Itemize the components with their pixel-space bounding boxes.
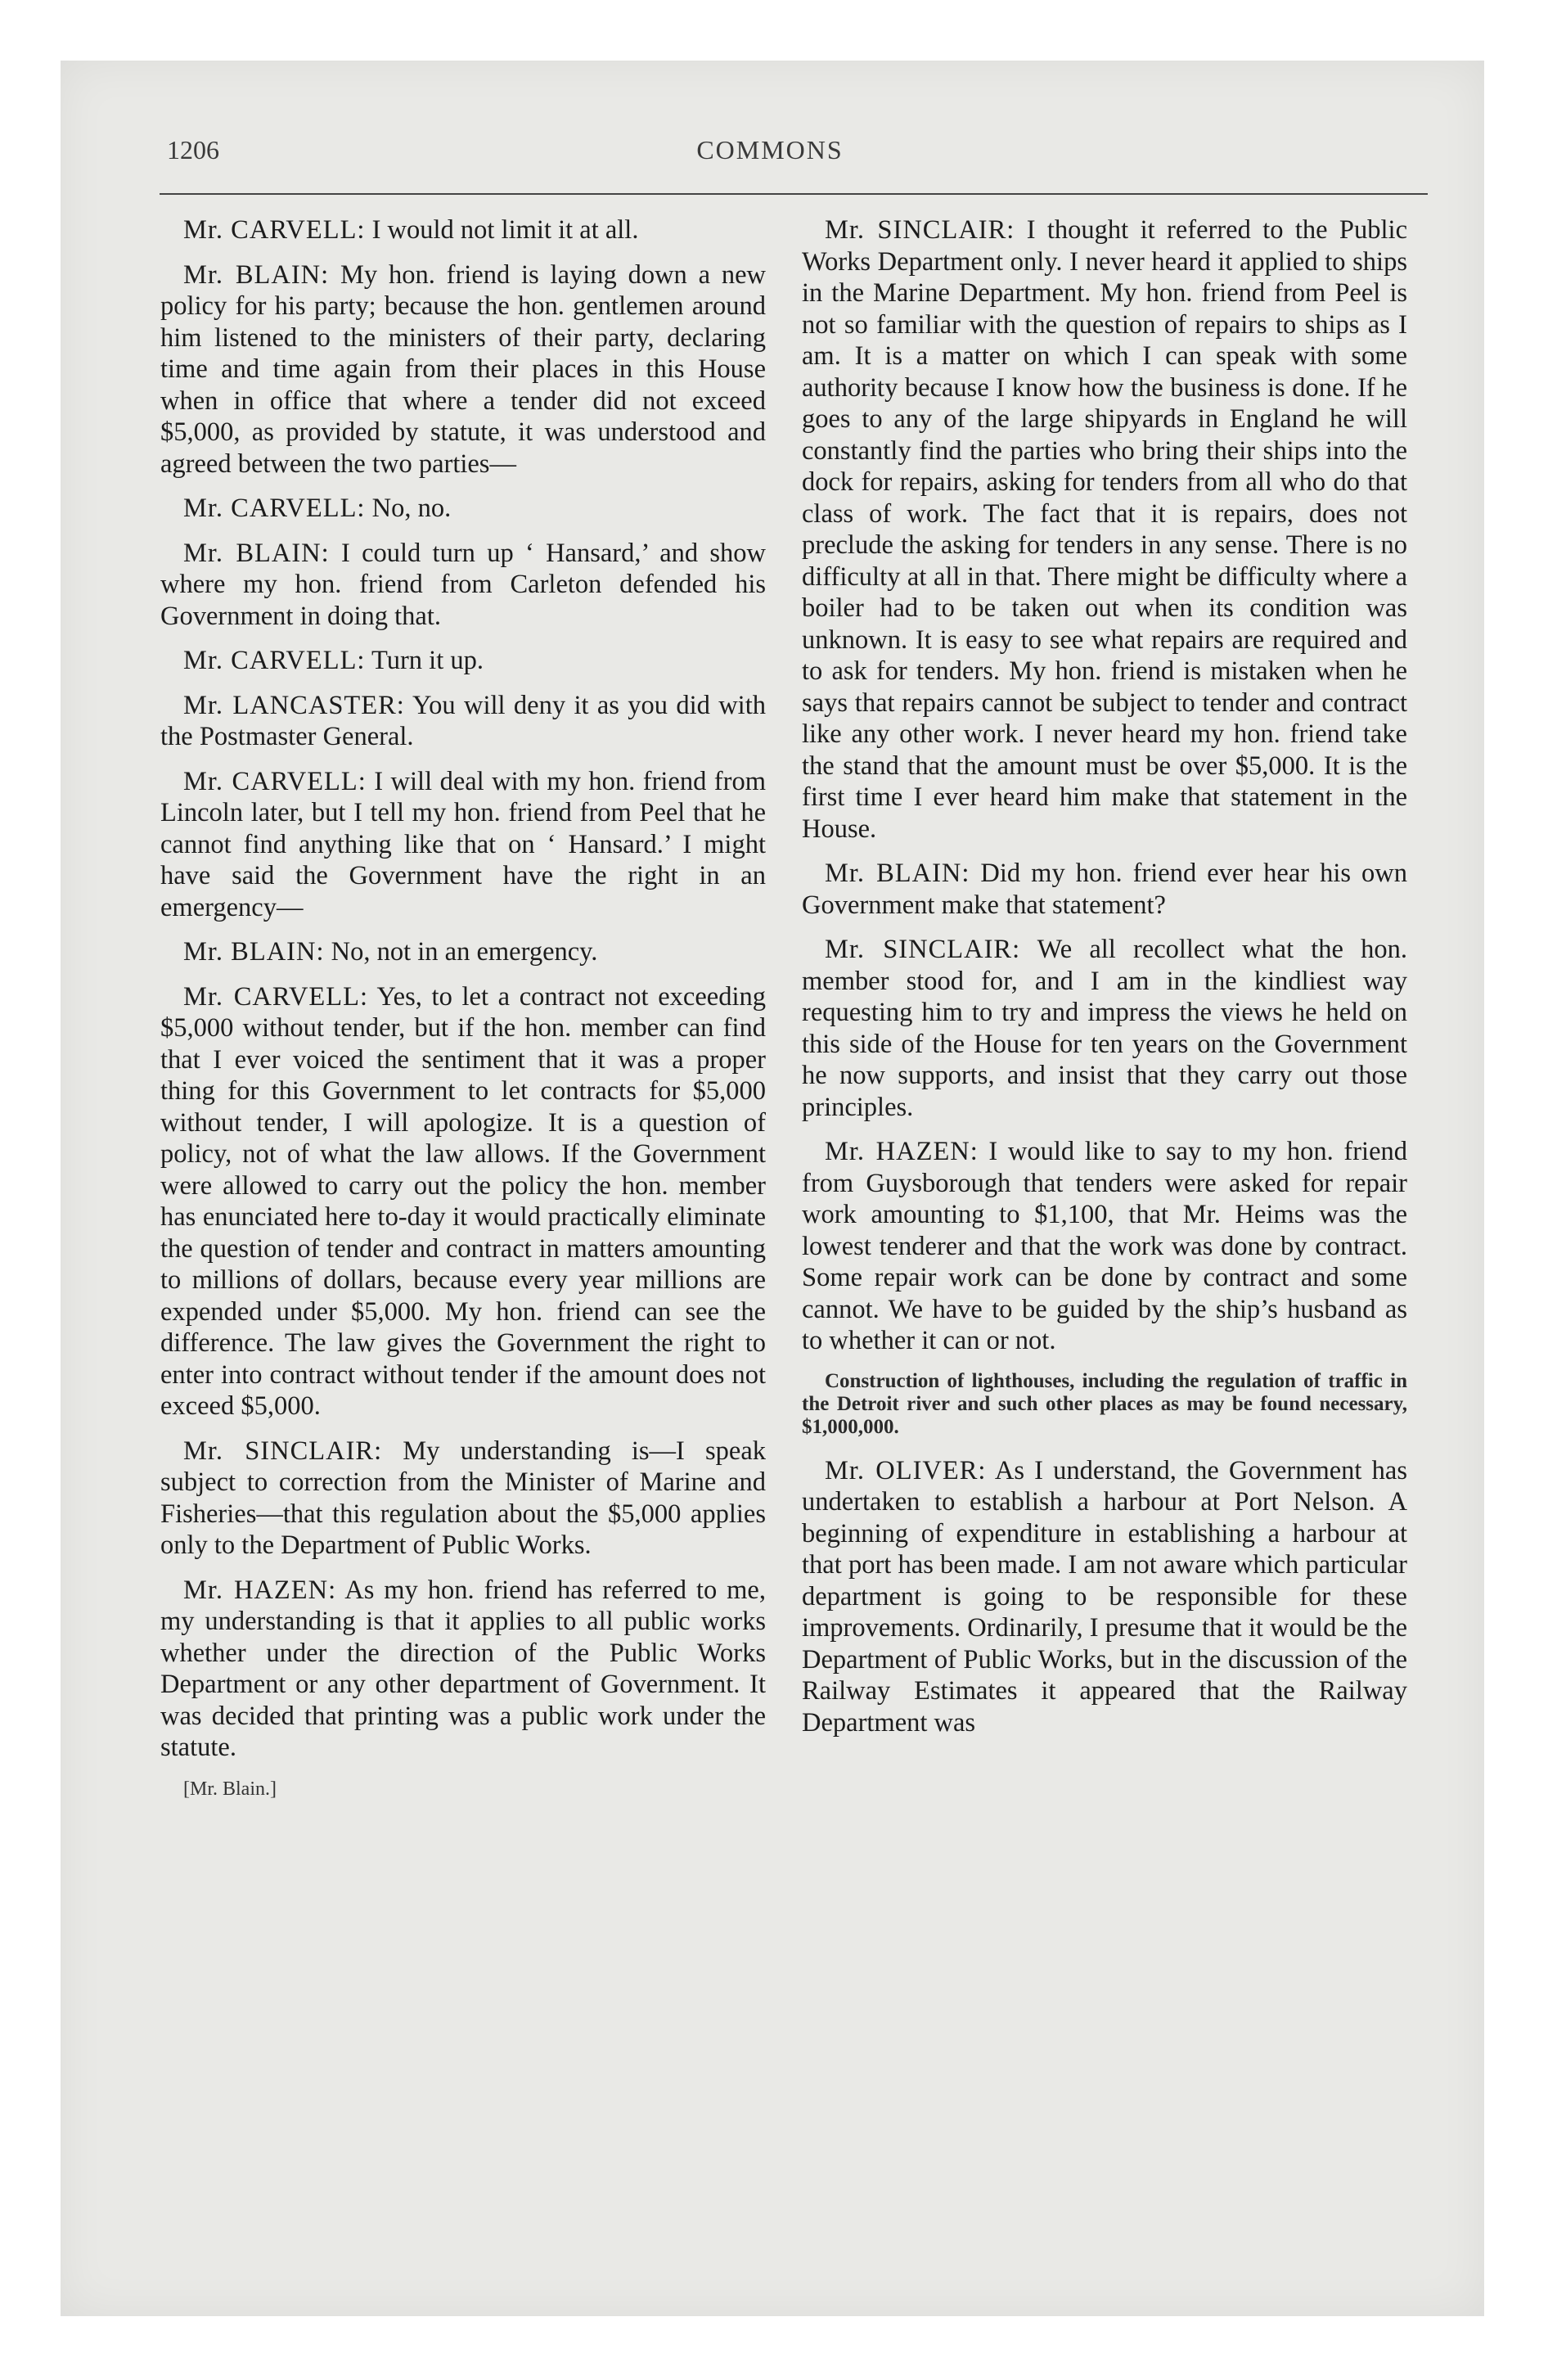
speaker-name: Mr. SINCLAIR: [183,1436,383,1466]
speaker-name: Mr. BLAIN: [183,937,325,967]
speech-text: We all recollect what the hon. member stood for, and I am in the kindliest way requesting him to try and impress the views he held on this side of the House for ten years on the Government he now supports, and insist that they carry out those principles. [802,935,1407,1122]
speech-paragraph [160,645,766,677]
right-column [802,214,1407,1751]
page-number: 1206 [167,135,219,165]
speech-text: I could turn up ‘ Hansard,’ and show where my hon. friend from Carleton defended his Government in doing that. [160,538,767,631]
speaker-name: Mr. CARVELL: [183,981,368,1012]
running-head: COMMONS [696,135,844,165]
speech-text: Turn it up. [371,646,484,675]
speech-paragraph [802,858,1407,921]
page-header [111,135,1429,184]
speech-paragraph [160,1436,766,1562]
speech-text: I thought it referred to the Public Works Department only. I never heard it applied to ships in the Marine Department. My hon. friend from Peel is not so familiar with the question of repairs to ships as I am. It is a matter on which I can speak with some authority because I know how the business is done. If he goes to any of the large shipyards in England he will constantly find the parties who bring their ships into the dock for repairs, asking for tenders from all who do that class of work. The fact that it is repairs, does not preclude the asking for tenders in any sense. There is no difficulty at all in that. There might be difficulty where a boiler had to be taken out when its condition was unknown. It is easy to see what repairs are required and to ask for tenders. My hon. friend is mistaken when he says that repairs cannot be subject to tender and contract like any other work. I never heard my hon. friend take the stand that the amount must be over $5,000. It is the first time I ever heard him make that statement in the House. [802,215,1407,844]
speech-paragraph [160,259,766,480]
speaker-name: Mr. SINCLAIR: [825,935,1021,964]
left-column [160,214,766,1814]
speaker-name: Mr. CARVELL: [183,494,366,523]
speech-text: You will deny it as you did with the Postmaster General. [160,690,766,751]
speaker-name: Mr. HAZEN: [825,1137,979,1166]
header-rule [160,193,1428,195]
speaker-name: Mr. BLAIN: [183,538,330,568]
speaker-name: Mr. LANCASTER: [183,690,405,720]
speech-text: No, no. [371,494,452,523]
estimate-item: Construction of lighthouses, including the regulation of traffic in the Detroit river and such other places as may be found necessary, $1,000,000. [802,1369,1407,1438]
speech-text: As my hon. friend has referred to me, my understanding is that it applies to all public works whether under the direction of the Public Works Department or any other department of Government. It was decided that printing was a public work under the statute. [160,1575,766,1762]
speaker-name: Mr. CARVELL: [183,646,366,675]
speaker-name: Mr. CARVELL: [183,215,366,245]
speech-paragraph [802,1136,1407,1357]
speech-text: My understanding is—I speak subject to correction from the Minister of Marine and Fisheries—that this regulation about the $5,000 applies only to the Department of Public Works. [160,1436,767,1560]
speech-text: No, not in an emergency. [331,937,598,967]
speech-text: I would like to say to my hon. friend from Guysborough that tenders were asked for repair work amounting to $1,100, that Mr. Heims was the lowest tenderer and that the work was done by contract. Some repair work can be done by contract and some cannot. We have to be guided by the ship’s husband as to whether it can or not. [802,1137,1407,1355]
speaker-name: Mr. OLIVER: [825,1455,987,1485]
speech-paragraph [160,936,766,968]
speech-paragraph [802,214,1407,845]
speech-text: My hon. friend is laying down a new policy for his party; because the hon. gentlemen around him listened to the ministers of their party, declaring time and time again from their places in this House when in office that where a tender did not exceed $5,000, as provided by statute, it was understood and agreed between the two parties— [160,259,767,479]
speech-text: Yes, to let a contract not exceeding $5,000 without tender, but if the hon. member can find that I ever voiced the sentiment that it was a proper thing for this Government to let contracts for $5,000 without tender, I will apologize. It is a question of policy, not of what the law allows. If the Government were allowed to carry out the policy the hon. member has enunciated here to-day it would practically eliminate the question of tender and contract in matters amounting to millions of dollars, because every year millions are expended under $5,000. My hon. friend can see the difference. The law gives the Government the right to enter into contract without tender if the amount does not exceed $5,000. [160,981,766,1421]
speech-paragraph [160,690,766,753]
speech-paragraph [160,538,766,633]
speech-paragraph [160,493,766,525]
page-footer: [Mr. Blain.] [183,1778,277,1800]
speaker-name: Mr. HAZEN: [183,1575,337,1605]
speech-text: I would not limit it at all. [371,215,639,245]
speech-paragraph [160,1575,766,1764]
speaker-name: Mr. SINCLAIR: [825,215,1015,245]
speech-paragraph [160,981,766,1422]
speech-text: Did my hon. friend ever hear his own Government make that statement? [802,859,1408,920]
speaker-name: Mr. BLAIN: [183,259,330,290]
speech-paragraph [802,1455,1407,1739]
speaker-name: Mr. CARVELL: [183,766,367,796]
speech-paragraph [802,934,1407,1123]
speaker-name: Mr. BLAIN: [825,859,970,888]
speech-text: As I understand, the Government has undertaken to establish a harbour at Port Nelson. A beginning of expenditure in establishing a harbour at that port has been made. I am not aware which particular department is going to be responsible for these improvements. Ordinarily, I presume that it would be the Department of Public Works, but in the discussion of the Railway Estimates it appeared that the Railway Department was [802,1455,1407,1738]
speech-paragraph [160,766,766,924]
speech-text: I will deal with my hon. friend from Lincoln later, but I tell my hon. friend from Peel that he cannot find anything like that on ‘ Hansard.’ I might have said the Government have the right in an emergency— [160,766,766,922]
speech-paragraph [160,214,766,246]
